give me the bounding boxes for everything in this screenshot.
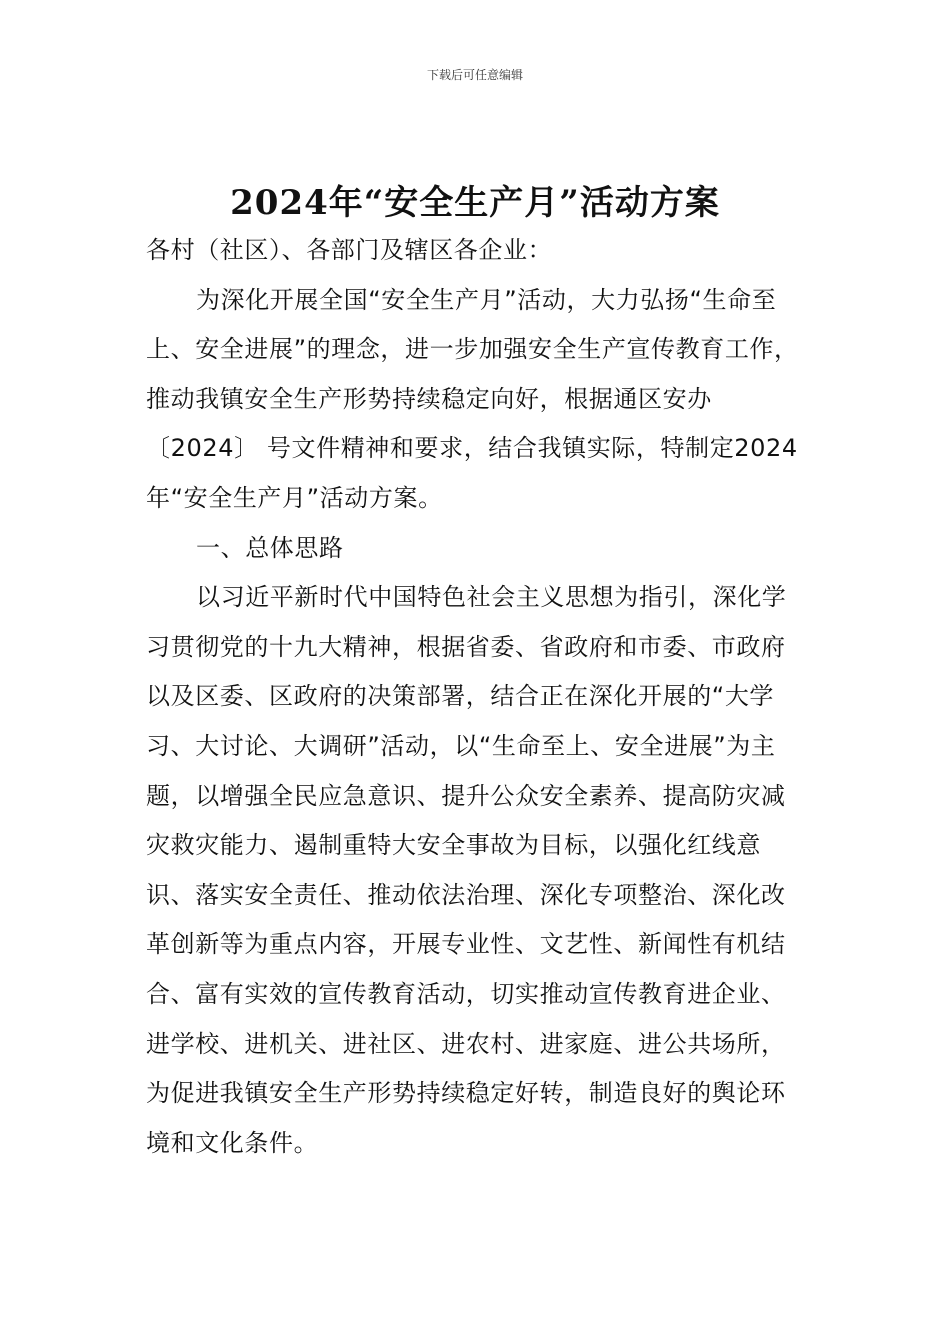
document-body <box>146 226 806 1168</box>
salutation: 各村（社区）、各部门及辖区各企业： <box>146 236 553 264</box>
page-header: 下载后可任意编辑 <box>426 68 523 82</box>
document-title: 2024年“安全生产月”活动方案 <box>230 183 720 223</box>
section-heading-overall-approach: 一、总体思路 <box>196 533 344 562</box>
intro-paragraph: 为深化开展全国“安全生产月”活动，大力弘扬“生命至上、安全进展”的理念，进一步加强安全生产宣传教育工作，推动我镇安全生产形势持续稳定向好，根据通区安办〔2024〕 号文件精神和要求，结合我镇实际，特制定2024年“安全生产月”活动方案。 <box>146 285 799 512</box>
overall-approach-paragraph: 以习近平新时代中国特色社会主义思想为指引，深化学习贯彻党的十九大精神，根据省委、省政府和市委、市政府以及区委、区政府的决策部署，结合正在深化开展的“大学习、大讨论、大调研”活动，以“生命至上、安全进展”为主题，以增强全民应急意识、提升公众安全素养、提高防灾减灾救灾能力、遏制重特大安全事故为目标，以强化红线意识、落实安全责任、推动依法治理、深化专项整治、深化改革创新等为重点内容，开展专业性、文艺性、新闻性有机结合、富有实效的宣传教育活动，切实推动宣传教育进企业、进学校、进机关、进社区、进农村、进家庭、进公共场所，为促进我镇安全生产形势持续稳定好转，制造良好的舆论环境和文化条件。 <box>146 583 787 1157</box>
